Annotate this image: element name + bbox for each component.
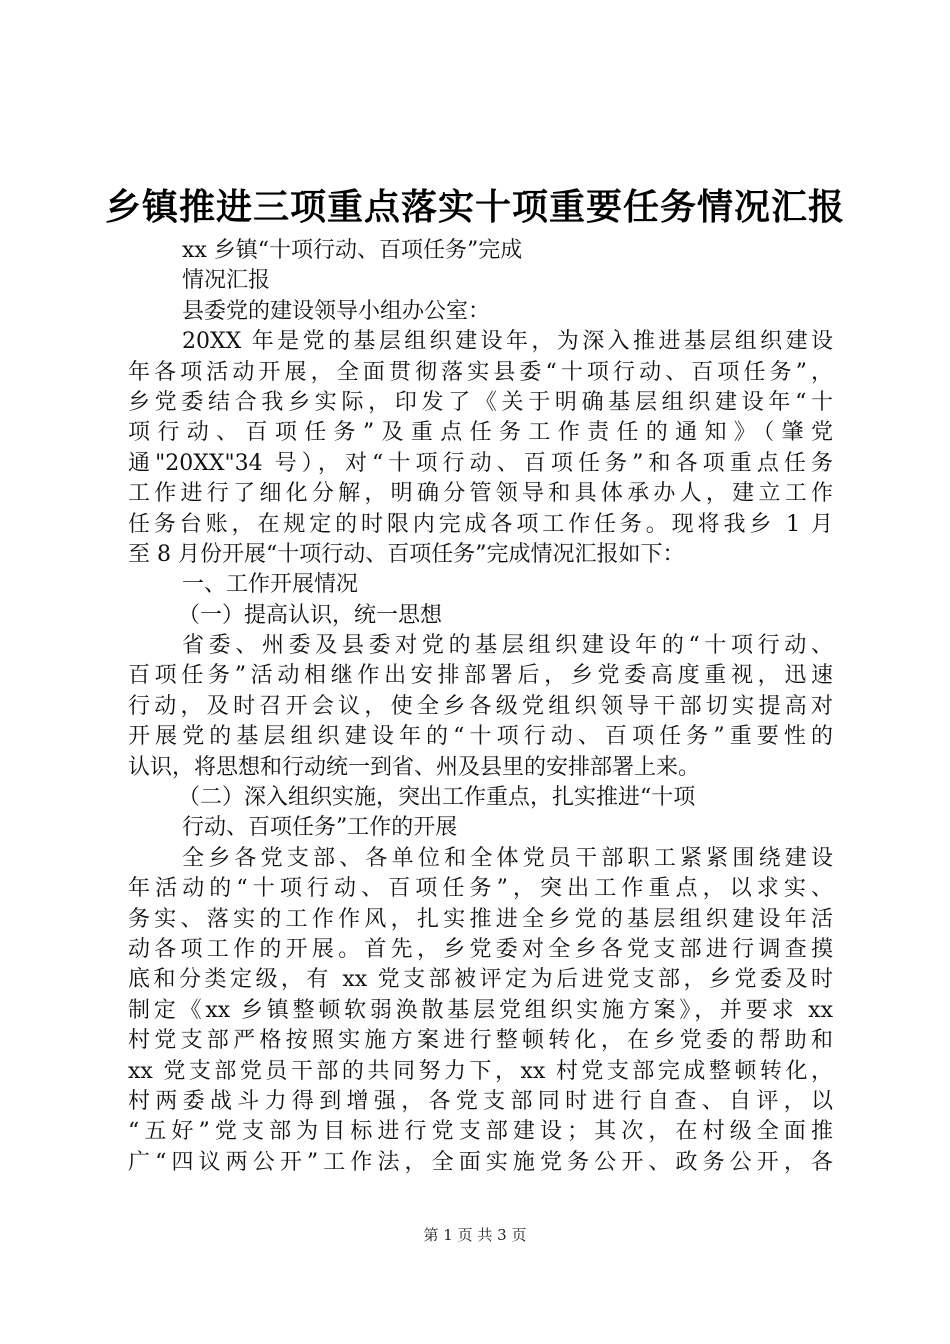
subsection-heading-continued: 行动、百项任务”工作的开展 [182,815,458,841]
paragraph-line: 20XX 年是党的基层组织建设年，为深入推进基层组织建设 [182,329,833,355]
paragraph-line: 村两委战斗力得到增强，各党支部同时进行自查、自评，以 [128,1088,833,1114]
paragraph-line: 行动，及时召开会议，使全乡各级党组织领导干部切实提高对 [128,693,833,719]
paragraph-line: 任务台账，在规定的时限内完成各项工作任务。现将我乡 1 月 [128,511,833,537]
paragraph-line: 认识，将思想和行动统一到省、州及县里的安排部署上来。 [128,754,701,780]
paragraph-line: xx 党支部党员干部的共同努力下，xx 村党支部完成整顿转化， [128,1058,833,1084]
paragraph-line: 百项任务”活动相继作出安排部署后，乡党委高度重视，迅速 [128,663,833,689]
section-heading: 一、工作开展情况 [182,572,359,598]
paragraph-line: 广“四议两公开”工作法，全面实施党务公开、政务公开，各 [128,1149,833,1175]
subsection-heading: （一）提高认识，统一思想 [178,602,443,628]
subsection-heading: （二）深入组织实施，突出工作重点，扎实推进“十项 [178,785,696,811]
paragraph-line: 开展党的基层组织建设年的“十项行动、百项任务”重要性的 [128,724,833,750]
paragraph-line: 省委、州委及县委对党的基层组织建设年的“十项行动、 [182,633,833,659]
paragraph-line: 底和分类定级，有 xx 党支部被评定为后进党支部，乡党委及时 [128,967,833,993]
paragraph-line: 工作进行了细化分解，明确分管领导和具体承办人，建立工作 [128,481,833,507]
paragraph-line: “五好”党支部为目标进行党支部建设；其次，在村级全面推 [128,1119,833,1145]
paragraph-line: 通"20XX"34 号），对“十项行动、百项任务”和各项重点任务 [128,450,833,476]
subtitle-line-1: xx 乡镇“十项行动、百项任务”完成 [182,238,523,263]
salutation: 县委党的建设领导小组办公室： [182,298,491,324]
page-number-footer: 第 1 页 共 3 页 [423,1226,527,1244]
paragraph-line: 乡党委结合我乡实际，印发了《关于明确基层组织建设年“十 [128,389,833,415]
paragraph-line: 务实、落实的工作作风，扎实推进全乡党的基层组织建设年活 [128,906,833,932]
paragraph-line: 全乡各党支部、各单位和全体党员干部职工紧紧围绕建设 [182,845,833,871]
paragraph-line: 项行动、百项任务”及重点任务工作责任的通知》（肇党 [128,420,833,446]
document-body [128,236,833,1178]
paragraph-line: 制定《xx 乡镇整顿软弱涣散基层党组织实施方案》，并要求 xx [128,997,833,1023]
subtitle-line-2: 情况汇报 [182,268,271,294]
paragraph-line: 年活动的“十项行动、百项任务”，突出工作重点，以求实、 [128,876,833,902]
paragraph-line: 年各项活动开展，全面贯彻落实县委“十项行动、百项任务”， [128,359,833,385]
paragraph-line: 至 8 月份开展“十项行动、百项任务”完成情况汇报如下： [128,541,685,567]
document-title: 乡镇推进三项重点落实十项重要任务情况汇报 [104,187,845,228]
paragraph-line: 动各项工作的开展。首先，乡党委对全乡各党支部进行调查摸 [128,936,833,962]
paragraph-line: 村党支部严格按照实施方案进行整顿转化，在乡党委的帮助和 [128,1028,833,1054]
